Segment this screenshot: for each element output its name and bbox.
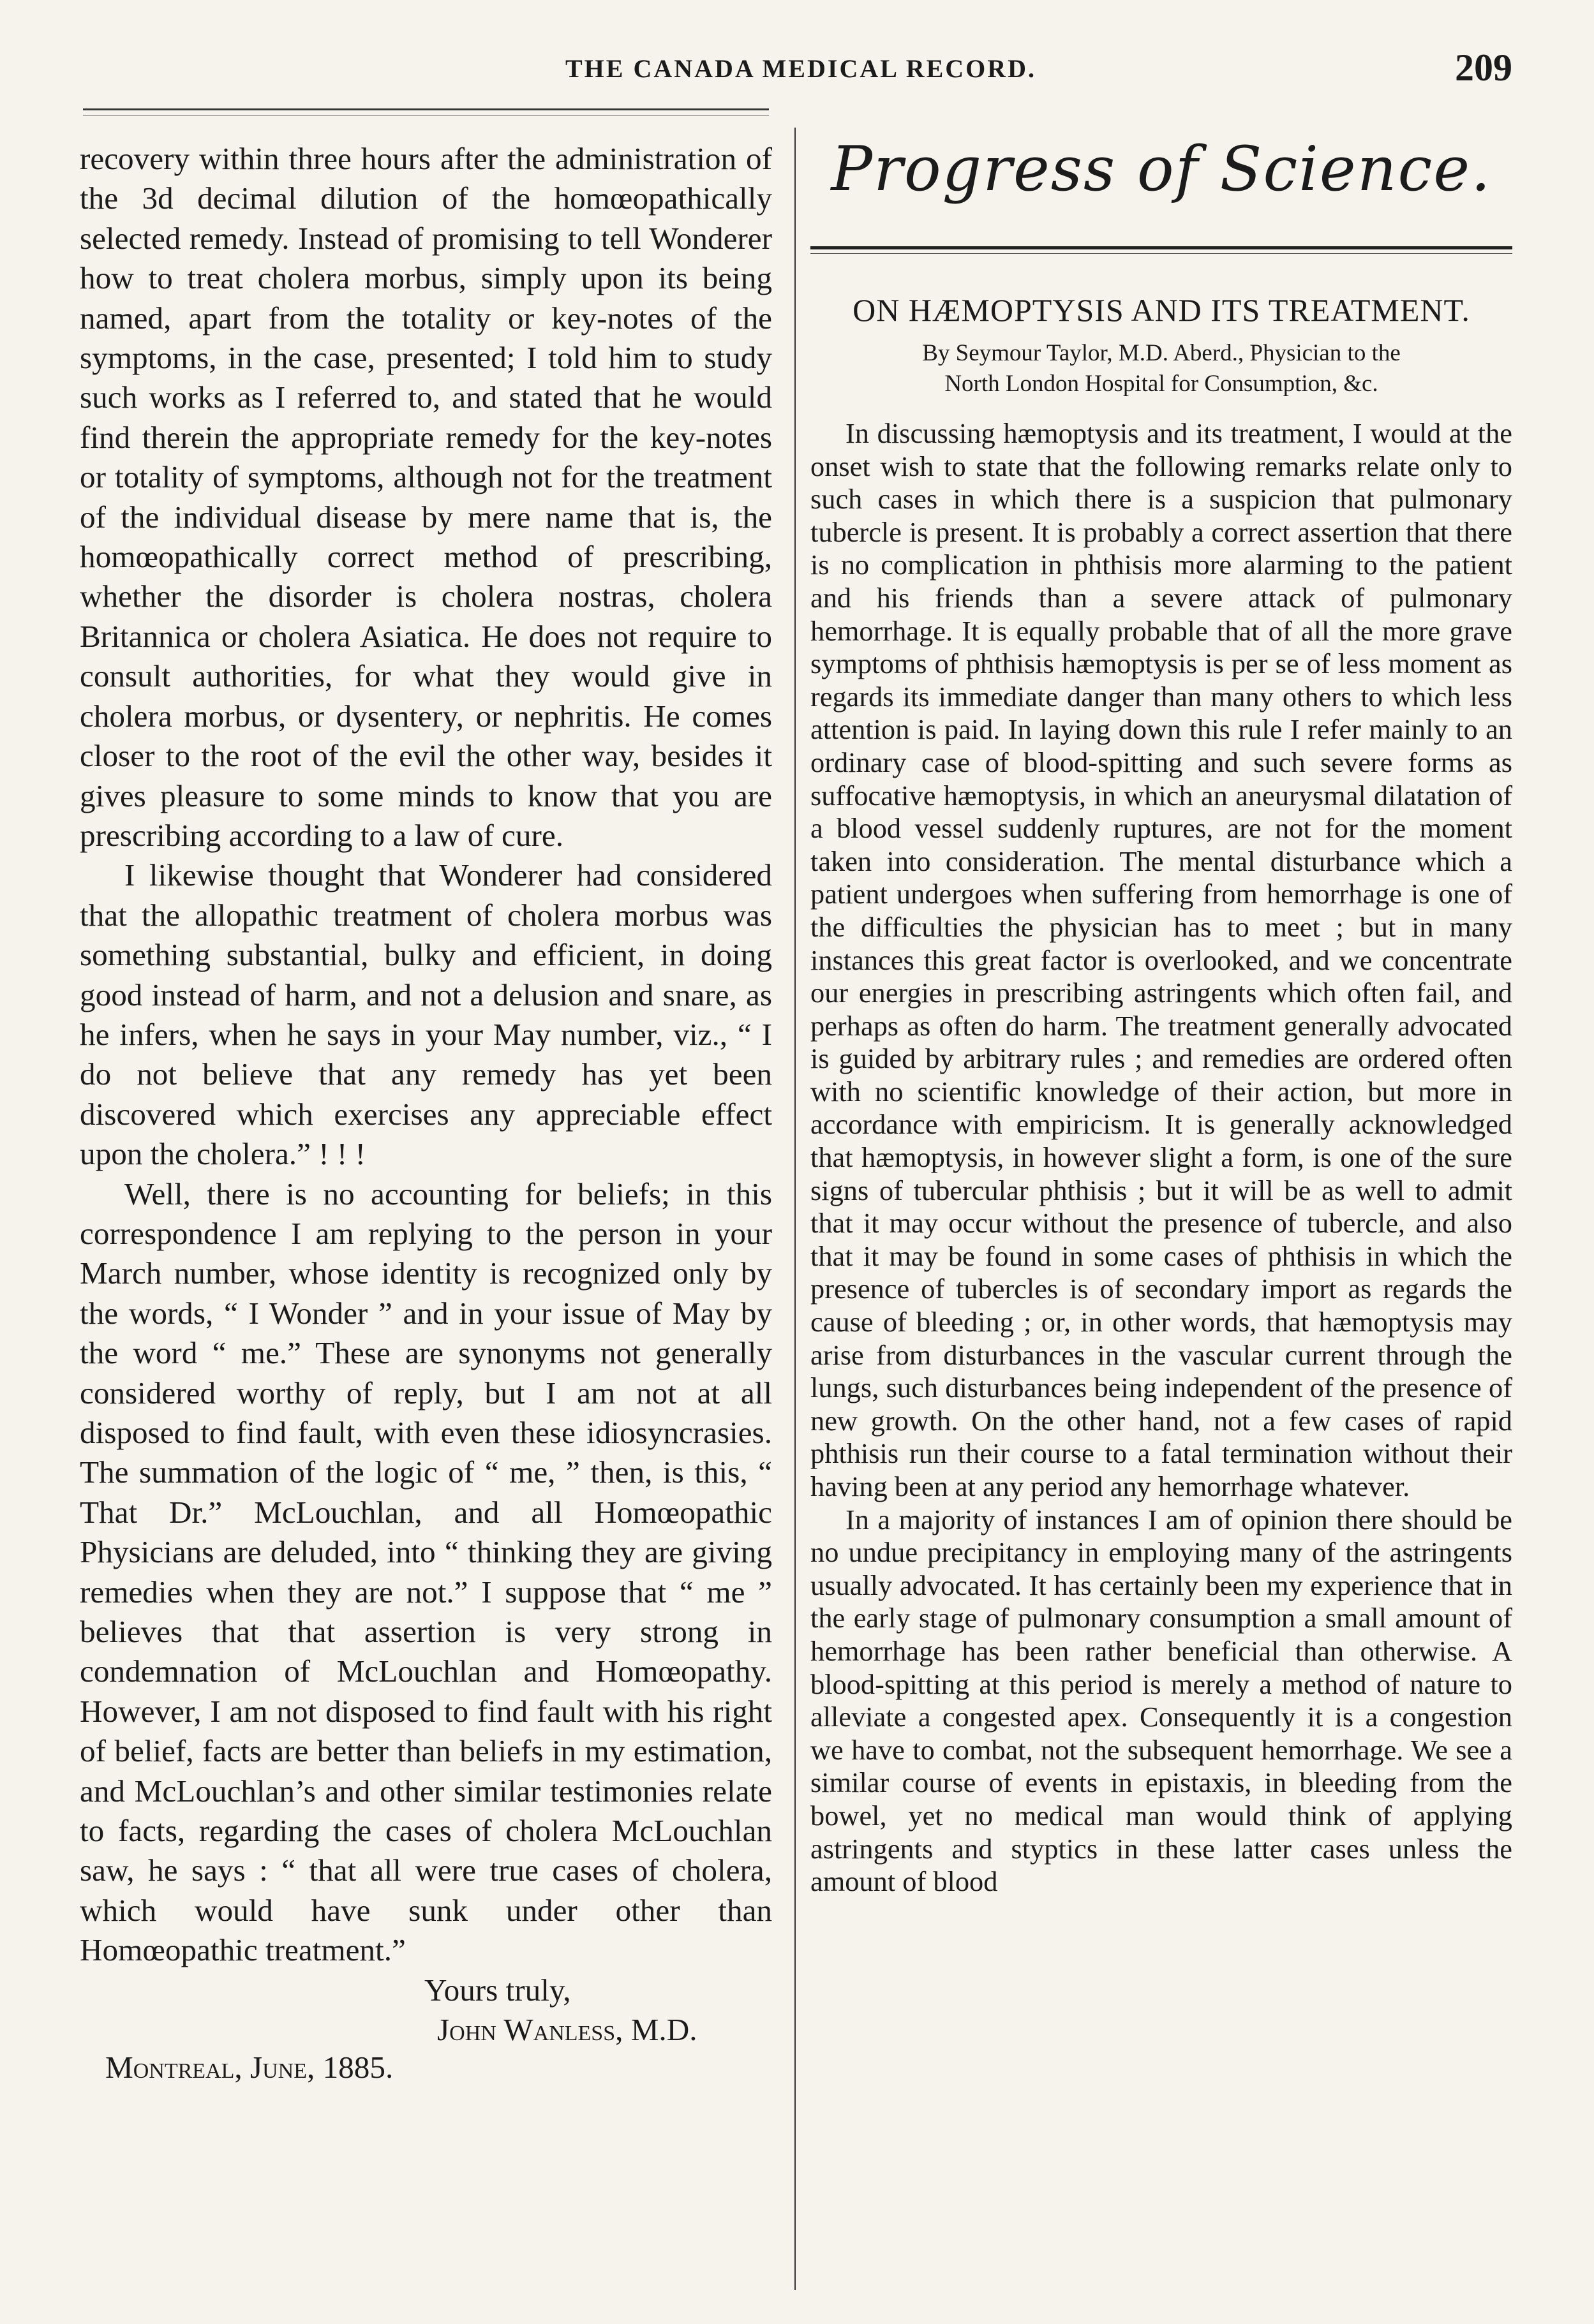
article-paragraph-2: In a majority of instances I am of opinion there should be no undue precipitancy in employing many of the astringents usually advocated. It has certainly been my experience that in the early stage of pulmonary consumption a small amount of hemorrhage has been rather beneficial than otherwise. A blood-spitting at this period is merely a method of nature to alleviate a congested apex. Consequently it is a congestion we have to combat, not the subsequent hemorrhage. We see a similar course of events in epistaxis, in bleeding from the bowel, yet no medical man would think of applying astringents and styptics in these latter cases unless the amount of blood [810,1503,1512,1898]
letter-author: John Wanless, M.D. [437,2012,697,2048]
letter-signoff [80,1971,772,2087]
byline-line-2: North London Hospital for Consumption, &c. [944,371,1378,397]
left-paragraph-2: I likewise thought that Wonderer had considered that the allopathic treatment of cholera morbus was something substantial, bulky and efficient, in doing good instead of harm, and not a delusion and snare, as he infers, when he says in your May number, viz., “ I do not believe that any remedy has yet been discovered which exercises any appreciable effect upon the cholera.” ! ! ! [80,857,772,1172]
closing-salutation: Yours truly, [424,1972,571,2008]
column-divider [794,128,796,2290]
page-number: 209 [1455,47,1512,89]
article-paragraph-1: In discussing hæmoptysis and its treatment, I would at the onset wish to state that the following remarks relate only to such cases in which there is a suspicion that pulmonary tubercle is present. It is probably a correct assertion that there is no complication in phthisis more alarming to the patient and his friends than a severe attack of pulmonary hemorrhage. It is equally probable that of all the more grave symptoms of phthisis hæmoptysis is per se of less moment as regards its immediate danger than many others to which less attention is paid. In laying down this rule I refer mainly to an ordinary case of blood-spitting and such severe forms as suffocative hæmoptysis, in which an aneurysmal dilatation of a blood vessel suddenly ruptures, are not for the moment taken into consideration. The mental disturbance which a patient undergoes when suffering from hemorrhage is one of the difficulties the physician has to meet ; but in many instances this great factor is overlooked, and we concentrate our energies in prescribing astringents which often fail, and perhaps as often do harm. The treatment generally advocated is guided by arbitrary rules ; and remedies are ordered often with no scientific knowledge of their action, but more in accordance with empiricism. It is generally acknowledged that hæmoptysis, in however slight a form, is one of the sure signs of tubercular phthisis ; but it will be as well to admit that it may occur without the presence of tubercle, and also that it may be found in some cases of phthisis in which the presence of tubercles is of secondary import as regards the cause of bleeding ; or, in other words, that hæmoptysis may arise from disturbances in the vascular current through the lungs, such disturbances being independent of the presence of new growth. On the other hand, not a few cases of rapid phthisis run their course to a fatal termination without their having been at any period any hemorrhage whatever. [810,417,1512,1502]
left-paragraph-1: recovery within three hours after the administration of the 3d decimal dilution of the homœopathically selected remedy. Instead of promising to tell Wonderer how to treat cholera morbus, simply upon its being named, apart from the totality or key-notes of the symptoms, in the case, presented; I told him to study such works as I referred to, and stated that he would find therein the appropriate remedy for the key-notes or totality of symptoms, although not for the treatment of the individual disease by mere name that is, the homœopathically correct method of prescribing, whether the disorder is cholera nostras, cholera Britannica or cholera Asiatica. He does not require to consult authorities, for what they would give in cholera morbus, or dysentery, or nephritis. He comes closer to the root of the evil the other way, besides it gives pleasure to some minds to know that you are prescribing according to a law of cure. [80,141,772,853]
article-body [810,417,1512,1898]
byline-line-1: By Seymour Taylor, M.D. Aberd., Physician to the [922,340,1401,366]
running-head [83,46,1519,97]
right-column [810,128,1512,1898]
article-title: ON HÆMOPTYSIS AND ITS TREATMENT. [853,292,1470,328]
header-rule [83,108,769,110]
left-paragraph-3: Well, there is no accounting for beliefs; in this correspondence I am replying to the person in your March number, whose identity is recognized only by the words, “ I Wonder ” and in your issue of May by the word “ me.” These are synonyms not generally considered worthy of reply, but I am not at all disposed to find fault, with even these idiosyncrasies. The summation of the logic of “ me, ” then, is this, “ That Dr.” McLouchlan, and all Homœopathic Physicians are deluded, into “ thinking they are giving remedies when they are not.” I suppose that “ me ” believes that that assertion is very strong in condemnation of McLouchlan and Homœopathy. However, I am not disposed to find fault with his right of belief, facts are better than beliefs in my estimation, and McLouchlan’s and other similar testimonies relate to facts, regarding the cases of cholera McLouchlan saw, he says : “ that all were true cases of cholera, which would have sunk under other than Homœopathic treatment.” [80,1176,772,1968]
section-heading: Progress of Science. [831,133,1492,205]
section-rule [810,246,1512,254]
running-title: THE CANADA MEDICAL RECORD. [565,54,1037,83]
left-column [80,139,772,2087]
byline [810,338,1512,399]
place-date: Montreal, June, 1885. [105,2049,394,2085]
